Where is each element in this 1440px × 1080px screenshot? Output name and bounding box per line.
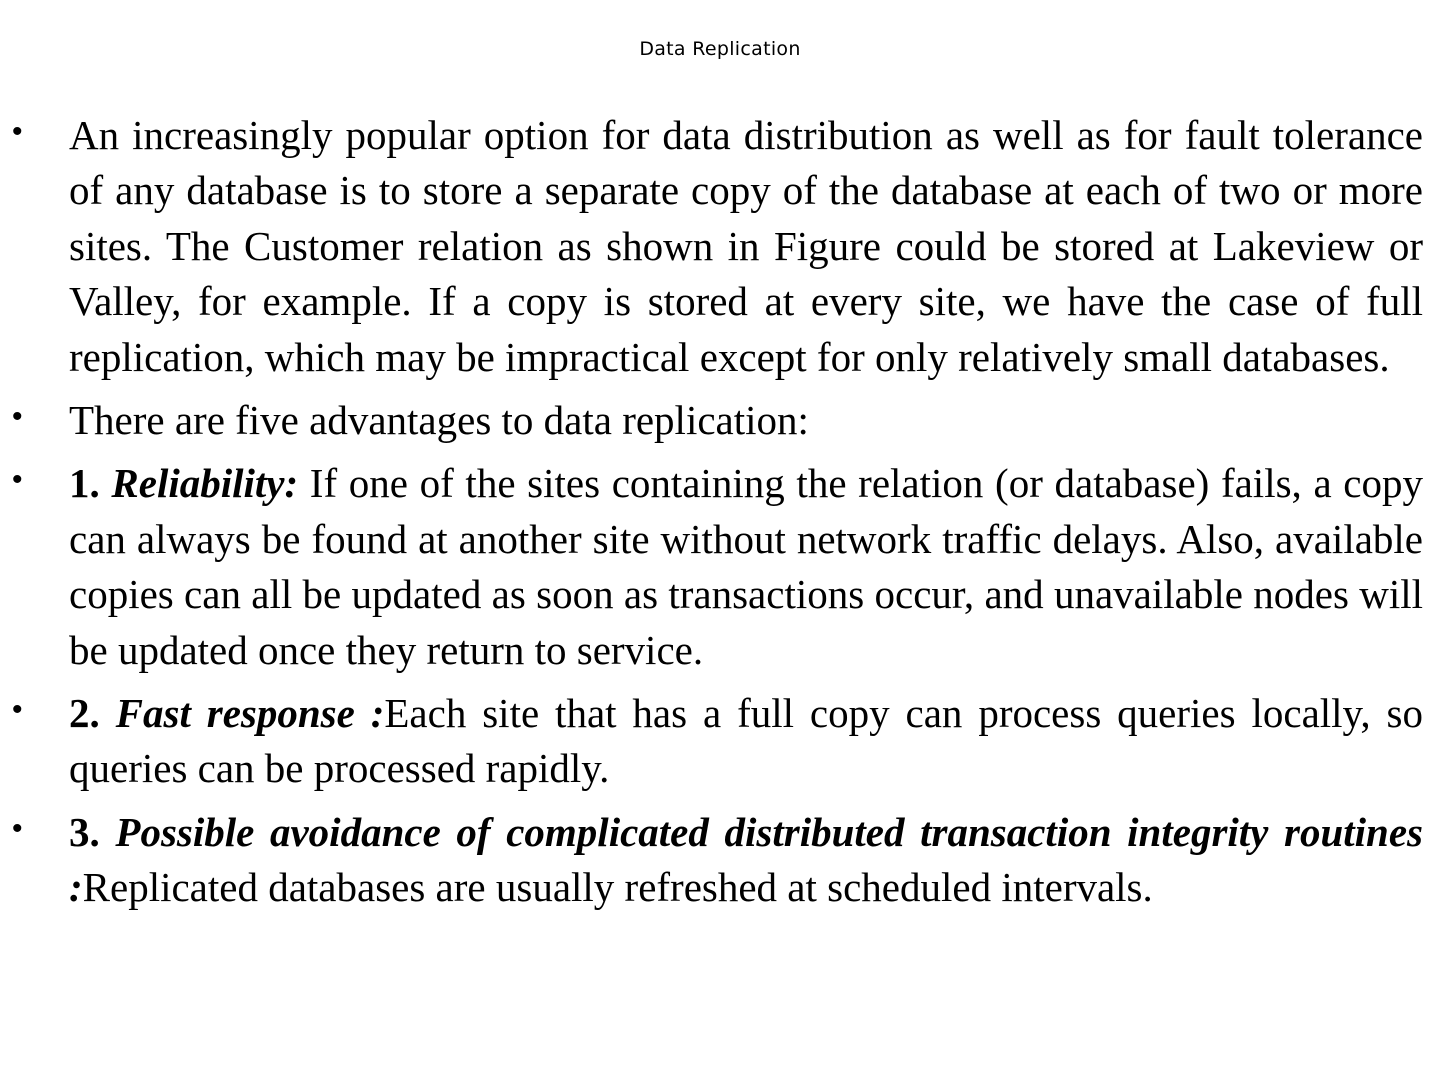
- slide-title: Data Replication: [639, 38, 801, 60]
- bullet-item-fast-response: [0, 686, 1440, 797]
- bullet-list: [0, 108, 1440, 916]
- bullet-dot-icon: •: [12, 463, 23, 497]
- bullet-number: 3.: [69, 808, 116, 855]
- bullet-number: 2.: [69, 690, 116, 737]
- bullet-dot-icon: •: [12, 400, 23, 434]
- bullet-dot-icon: •: [12, 115, 23, 148]
- bullet-term: Reliability:: [111, 460, 299, 507]
- bullet-text: Each site that has a full copy can process queries locally, so queries can be processed rapidly.: [69, 690, 1423, 792]
- bullet-item-intro: [0, 108, 1440, 385]
- bullet-term: Fast response :: [115, 690, 385, 737]
- bullet-number: 1.: [69, 460, 112, 507]
- bullet-term: Possible avoidance of complicated distributed transaction integrity routines :: [69, 808, 1424, 911]
- bullet-text: An increasingly popular option for data distribution as well as for fault tolerance of any database is to store a separate copy of the database at each of two or more sites. The Customer relation as shown in Figure could be stored at Lakeview or Valley, for example. If a copy is stored at every site, we have the case of full replication, which may be impractical except for only relatively small databases.: [69, 112, 1423, 380]
- bullet-item-avoidance: [0, 805, 1440, 916]
- bullet-text: Replicated databases are usually refreshed at scheduled intervals.: [82, 864, 1153, 911]
- bullet-item-advantages: [0, 393, 1440, 448]
- bullet-item-reliability: [0, 456, 1440, 678]
- bullet-text: If one of the sites containing the relation (or database) fails, a copy can always be found at another site without network traffic delays. Also, available copies can all be updated as soon as transactions occur, and unavailable nodes will be updated once they return to service.: [69, 460, 1423, 673]
- bullet-text: There are five advantages to data replication:: [69, 397, 809, 444]
- bullet-dot-icon: •: [12, 693, 23, 727]
- bullet-dot-icon: •: [12, 811, 23, 845]
